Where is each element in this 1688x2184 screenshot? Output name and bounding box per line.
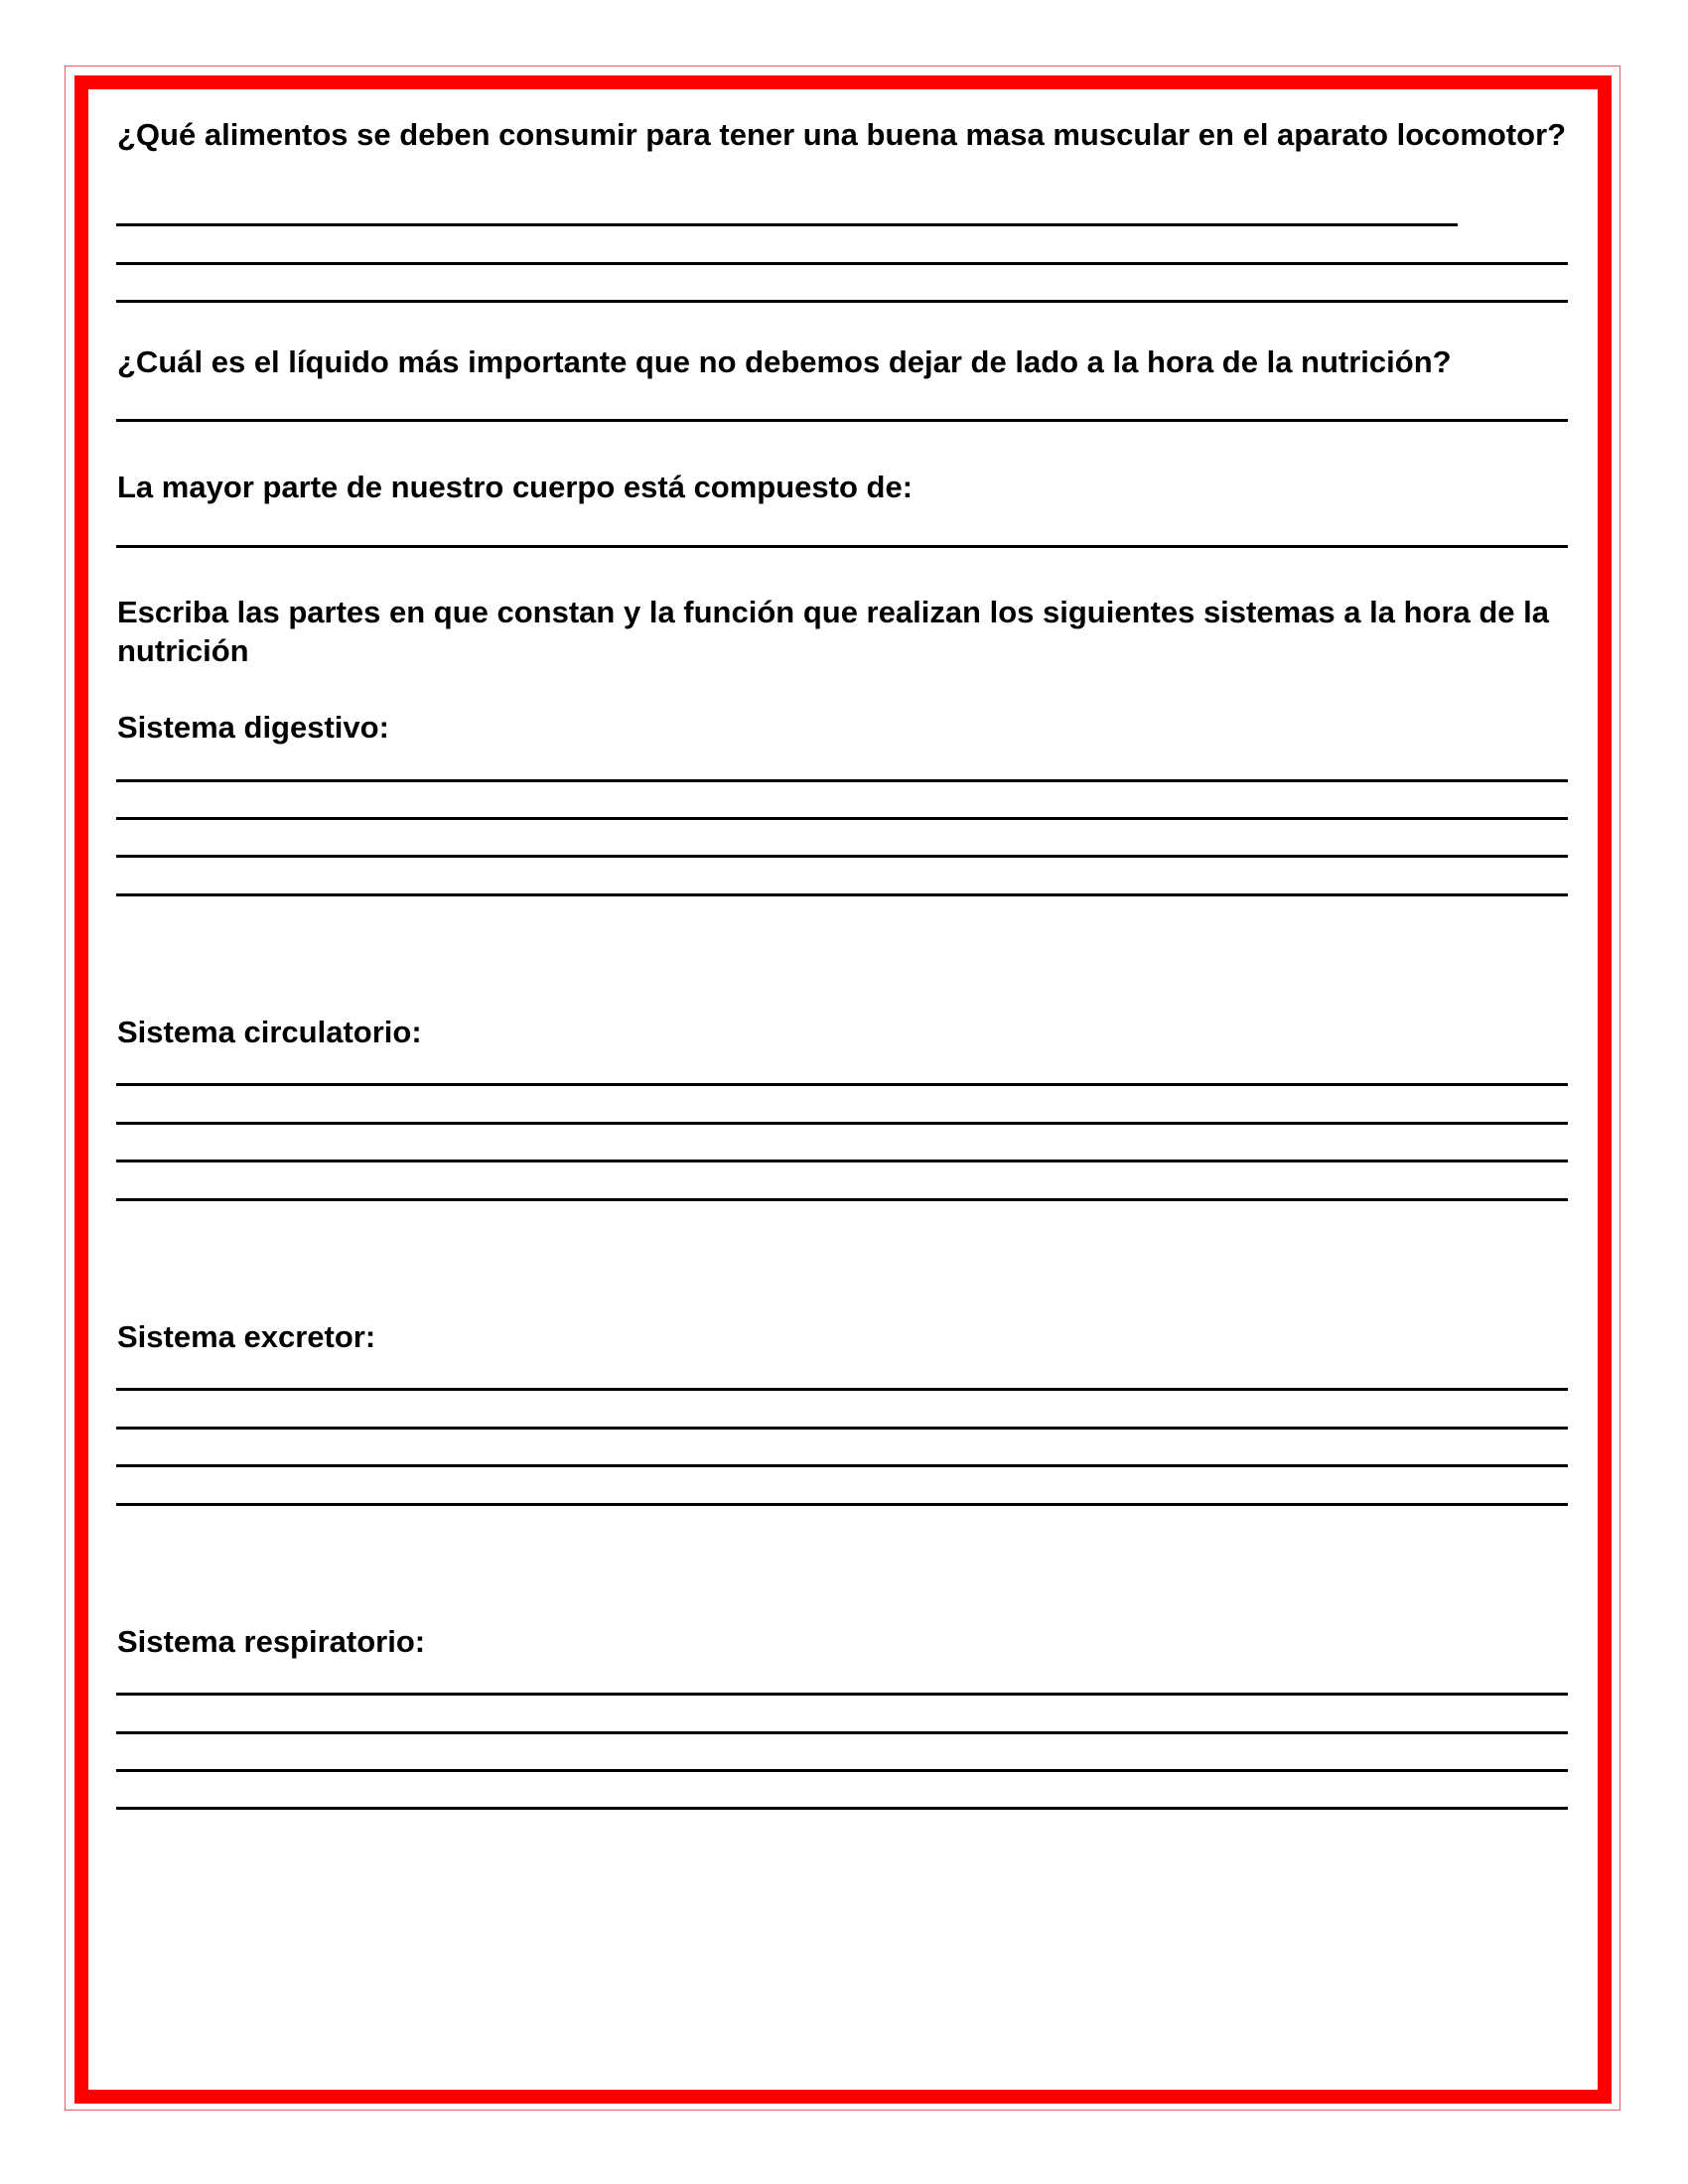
answer-line-q3-1[interactable] [116,545,1568,548]
answer-line-respiratory-1[interactable] [116,1693,1568,1696]
answer-line-excretory-3[interactable] [116,1464,1568,1467]
answer-line-q1-1[interactable] [116,223,1458,226]
answer-line-q1-2[interactable] [116,262,1568,265]
answer-line-respiratory-4[interactable] [116,1807,1568,1810]
digestive-system-label: Sistema digestivo: [117,710,389,745]
answer-line-excretory-1[interactable] [116,1388,1568,1391]
answer-line-digestive-3[interactable] [116,855,1568,858]
answer-line-circulatory-4[interactable] [116,1198,1568,1201]
question-4-text: Escriba las partes en que constan y la función que realizan los siguientes sistemas a la hora de la nutrición [117,595,1550,668]
circulatory-system-label: Sistema circulatorio: [117,1015,422,1049]
question-1-text: ¿Qué alimentos se deben consumir para tener una buena masa muscular en el aparato locomotor? [117,117,1567,152]
answer-line-excretory-2[interactable] [116,1427,1568,1430]
answer-line-q1-3[interactable] [116,300,1568,303]
answer-line-respiratory-3[interactable] [116,1769,1568,1772]
excretory-system-label: Sistema excretor: [117,1319,376,1354]
answer-line-circulatory-2[interactable] [116,1122,1568,1125]
answer-line-circulatory-3[interactable] [116,1160,1568,1162]
answer-line-excretory-4[interactable] [116,1503,1568,1506]
answer-line-q2-1[interactable] [116,419,1568,422]
answer-line-digestive-1[interactable] [116,779,1568,782]
respiratory-system-label: Sistema respiratorio: [117,1624,426,1659]
answer-line-digestive-4[interactable] [116,893,1568,896]
answer-line-circulatory-1[interactable] [116,1083,1568,1086]
question-3-text: La mayor parte de nuestro cuerpo está compuesto de: [117,470,914,504]
answer-line-digestive-2[interactable] [116,817,1568,820]
answer-line-respiratory-2[interactable] [116,1731,1568,1734]
question-2-text: ¿Cuál es el líquido más importante que no debemos dejar de lado a la hora de la nutrición? [117,344,1452,379]
